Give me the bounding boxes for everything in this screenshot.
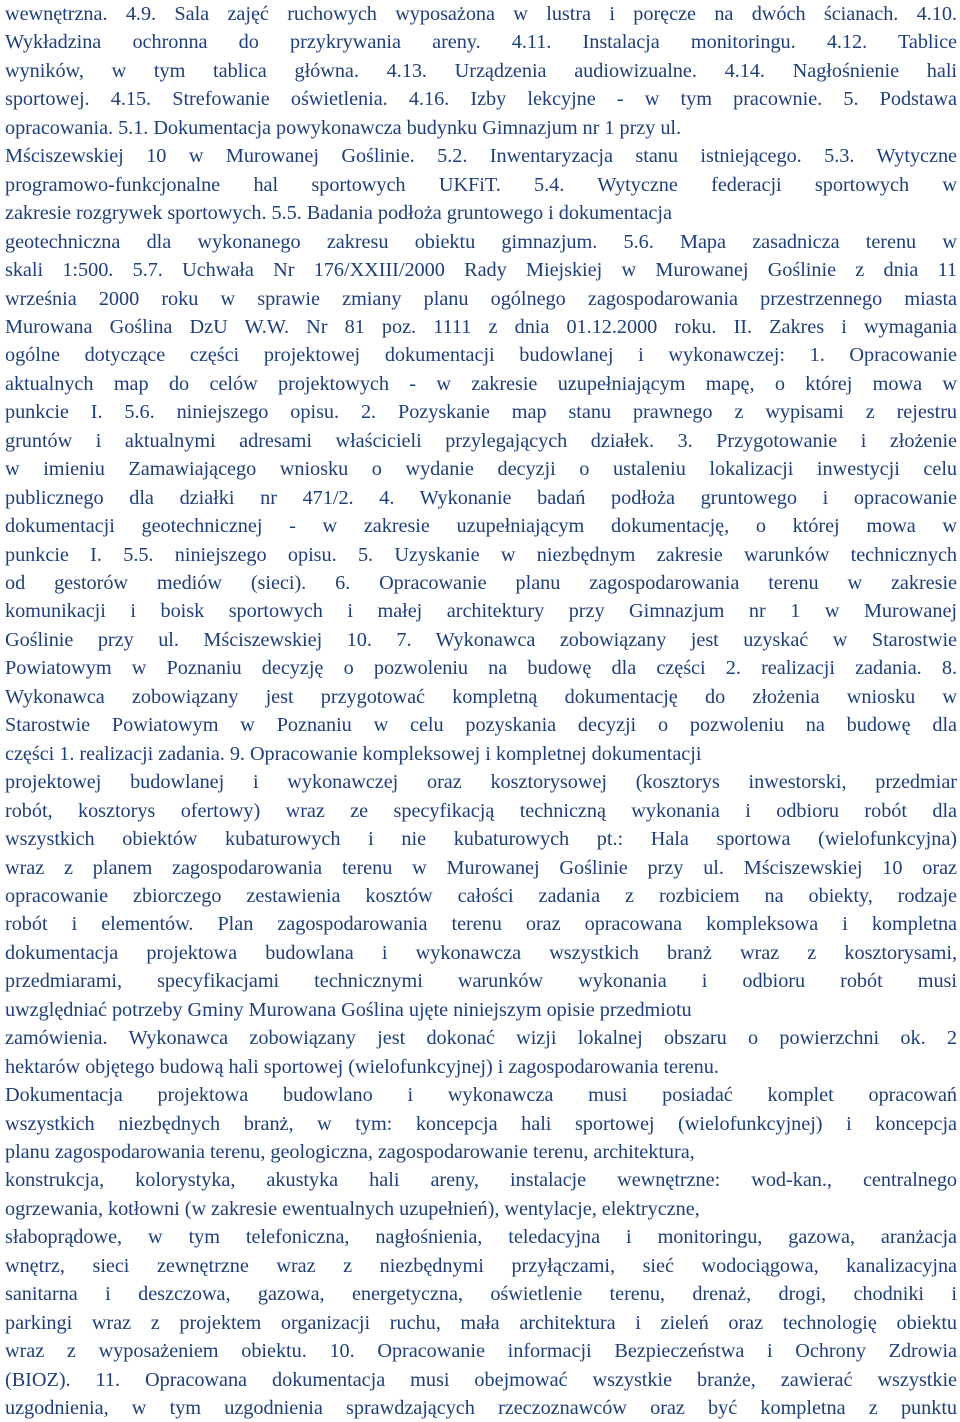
text-line: robót, kosztorys ofertowy) wraz ze specyfikacją techniczną wykonania i odbioru robót dla [5,799,957,822]
text-line: aktualnych map do celów projektowych - w zakresie uzupełniającym mapę, o której mowa w [5,372,957,395]
text-line: geotechniczna dla wykonanego zakresu obiektu gimnazjum. 5.6. Mapa zasadnicza terenu w [5,230,957,253]
text-line: programowo-funkcjonalne hal sportowych UKFiT. 5.4. Wytyczne federacji sportowych w [5,173,957,196]
text-line: zamówienia. Wykonawca zobowiązany jest dokonać wizji lokalnej obszaru o powierzchni ok. 2 [5,1027,957,1050]
text-line: ogrzewania, kotłowni (w zakresie ewentualnych uzupełnień), wentylacje, elektryczne, [5,1197,700,1220]
text-line: sportowej. 4.15. Strefowanie oświetlenia. 4.16. Izby lekcyjne - w tym pracownie. 5. Podstawa [5,88,957,111]
text-line: parkingi wraz z projektem organizacji ruchu, mała architektura i zieleń oraz technologię obiektu [5,1311,957,1334]
text-line: konstrukcja, kolorystyka, akustyka hali areny, instalacje wewnętrzne: wod-kan., centralnego [5,1169,957,1192]
text-line: wyników, w tym tablica główna. 4.13. Urządzenia audiowizualne. 4.14. Nagłośnienie hali [5,59,957,82]
text-line: planu zagospodarowania terenu, geologiczna, zagospodarowanie terenu, architektura, [5,1141,695,1163]
text-line: punkcie I. 5.5. niniejszego opisu. 5. Uzyskanie w niezbędnym zakresie warunków technicznych [5,543,957,566]
text-line: opracowania. 5.1. Dokumentacja powykonawcza budynku Gimnazjum nr 1 przy ul. [5,116,682,139]
text-line: (BIOZ). 11. Opracowana dokumentacja musi obejmować wszystkie branże, zawierać wszystkie [5,1368,957,1391]
text-line: wszystkich niezbędnych branż, w tym: koncepcja hali sportowej (wielofunkcyjnej) i koncepcja [5,1112,957,1135]
text-line: punkcie I. 5.6. niniejszego opisu. 2. Pozyskanie map stanu prawnego z wypisami z rejestru [5,401,957,424]
text-line: skali 1:500. 5.7. Uchwała Nr 176/XXIII/2000 Rady Miejskiej w Murowanej Goślinie z dnia 11 [5,259,957,282]
text-line: słaboprądowe, w tym telefoniczna, nagłośnienia, teledacyjna i monitoringu, gazowa, aranżacja [5,1226,957,1249]
text-line: wewnętrzna. 4.9. Sala zajęć ruchowych wyposażona w lustra i poręcze na dwóch ścianach. 4.10. [5,3,957,25]
text-line: Wykładzina ochronna do przykrywania areny. 4.11. Instalacja monitoringu. 4.12. Tablice [5,31,957,54]
text-line: wraz z planem zagospodarowania terenu w Murowanej Goślinie przy ul. Mściszewskiej 10 oraz [5,856,957,879]
text-line: opracowanie zbiorczego zestawienia kosztów całości zadania z rozbiciem na obiekty, rodzaje [5,884,957,907]
text-line: komunikacji i boisk sportowych i małej architektury przy Gimnazjum nr 1 w Murowanej [5,600,957,623]
text-line: wnętrz, sieci zewnętrzne wraz z niezbędnymi przyłączami, sieć wodociągowa, kanalizacyjna [5,1254,957,1277]
text-line: Powiatowym w Poznaniu decyzję o pozwoleniu na budowę dla części 2. realizacji zadania. 8. [5,657,957,680]
text-line: uzgodnienia, w tym uzgodnienia sprawdzających rzeczoznawców oraz być kompletna z punktu [5,1397,957,1420]
text-line: września 2000 roku w sprawie zmiany planu ogólnego zagospodarowania przestrzennego miasta [5,287,957,310]
text-line: Mściszewskiej 10 w Murowanej Goślinie. 5.2. Inwentaryzacja stanu istniejącego. 5.3. Wytyczne [5,145,957,168]
text-line: uwzględniać potrzeby Gminy Murowana Goślina ujęte niniejszym opisie przedmiotu [5,998,692,1021]
text-line: Murowana Goślina DzU W.W. Nr 81 poz. 1111 z dnia 01.12.2000 roku. II. Zakres i wymagania [5,315,957,338]
text-line: Goślinie przy ul. Mściszewskiej 10. 7. Wykonawca zobowiązany jest uzyskać w Starostwie [5,628,957,651]
text-line: ogólne dotyczące części projektowej dokumentacji budowlanej i wykonawczej: 1. Opracowanie [5,344,957,367]
text-line: gruntów i aktualnymi adresami właścicieli przylegających działek. 3. Przygotowanie i złożenie [5,429,957,452]
text-line: w imieniu Zamawiającego wniosku o wydanie decyzji o ustaleniu lokalizacji inwestycji celu [5,458,957,481]
text-line: dokumentacja projektowa budowlana i wykonawcza wszystkich branż wraz z kosztorysami, [5,941,957,964]
text-line: przedmiarami, specyfikacjami technicznymi warunków wykonania i odbioru robót musi [5,970,957,993]
text-line: hektarów objętego budową hali sportowej (wielofunkcyjnej) i zagospodarowania terenu. [5,1055,719,1078]
text-line: dokumentacji geotechnicznej - w zakresie uzupełniającym dokumentację, o której mowa w [5,515,957,538]
text-line: wraz z wyposażeniem obiektu. 10. Opracowanie informacji Bezpieczeństwa i Ochrony Zdrowia [5,1340,957,1363]
text-line: Wykonawca zobowiązany jest przygotować kompletną dokumentację do złożenia wniosku w [5,685,957,708]
text-line: Dokumentacja projektowa budowlano i wykonawcza musi posiadać komplet opracowań [5,1084,957,1107]
text-line: Starostwie Powiatowym w Poznaniu w celu pozyskania decyzji o pozwoleniu na budowę dla [5,714,957,737]
text-line: od gestorów mediów (sieci). 6. Opracowanie planu zagospodarowania terenu w zakresie [5,572,957,594]
text-line: projektowej budowlanej i wykonawczej oraz kosztorysowej (kosztorys inwestorski, przedmiar [5,771,957,794]
text-line: sanitarna i deszczowa, gazowa, energetyczna, oświetlenie terenu, drenaż, drogi, chodniki i [5,1283,957,1306]
text-line: wszystkich obiektów kubaturowych i nie kubaturowych pt.: Hala sportowa (wielofunkcyjna) [5,828,957,851]
text-line: robót i elementów. Plan zagospodarowania terenu oraz opracowana kompleksowa i kompletna [5,913,957,936]
text-line: części 1. realizacji zadania. 9. Opracowanie kompleksowej i kompletnej dokumentacji [5,742,702,765]
text-line: publicznego dla działki nr 471/2. 4. Wykonanie badań podłoża gruntowego i opracowanie [5,486,957,509]
text-line: zakresie rozgrywek sportowych. 5.5. Badania podłoża gruntowego i dokumentacja [5,202,672,225]
